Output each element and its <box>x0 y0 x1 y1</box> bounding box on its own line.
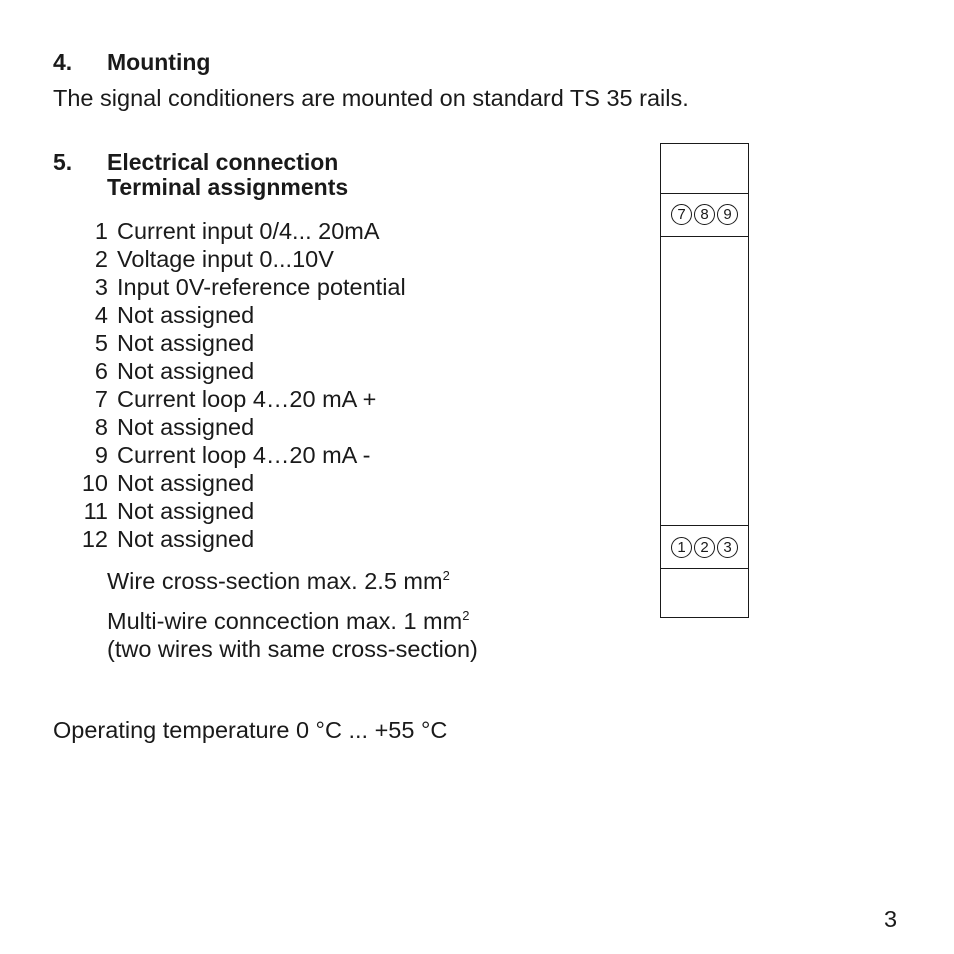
list-item <box>76 525 406 553</box>
terminal-number: 4 <box>94 302 108 328</box>
terminal-label: Not assigned <box>117 302 255 328</box>
mounting-text: The signal conditioners are mounted on standard TS 35 rails. <box>53 85 689 111</box>
terminal-number: 11 <box>83 498 108 524</box>
terminal-block-diagram <box>660 143 749 618</box>
section-5-subtitle: Terminal assignments <box>107 174 349 200</box>
terminal-label: Not assigned <box>117 358 255 384</box>
list-item <box>76 217 406 245</box>
list-item <box>76 329 406 357</box>
section-5-number: 5. <box>53 149 73 175</box>
terminal-number: 5 <box>94 330 108 356</box>
terminal-label: Current loop 4…20 mA + <box>117 386 377 412</box>
list-item <box>76 301 406 329</box>
list-item <box>76 469 406 497</box>
terminal-label: Not assigned <box>117 330 255 356</box>
terminal-circle: 3 <box>717 537 738 558</box>
terminal-number: 1 <box>94 218 108 244</box>
wire-cross-section-text: Wire cross-section max. 2.5 mm <box>107 568 443 594</box>
terminal-label: Not assigned <box>117 414 255 440</box>
list-item <box>76 441 406 469</box>
top-terminals <box>661 204 748 225</box>
section-5-title: Electrical connection <box>107 149 339 175</box>
superscript: 2 <box>462 608 470 623</box>
terminal-label: Current loop 4…20 mA - <box>117 442 371 468</box>
terminal-number: 9 <box>94 442 108 468</box>
multi-wire-connection <box>107 607 469 635</box>
terminal-number: 2 <box>94 246 108 272</box>
terminal-number: 10 <box>81 470 108 496</box>
terminal-circle: 8 <box>694 204 715 225</box>
terminal-label: Not assigned <box>117 470 255 496</box>
divider <box>661 193 748 194</box>
bottom-terminals <box>661 537 748 558</box>
superscript: 2 <box>442 568 450 583</box>
terminal-label: Not assigned <box>117 526 255 552</box>
terminal-number: 3 <box>94 274 108 300</box>
wire-cross-section <box>107 567 450 595</box>
terminal-label: Input 0V-reference potential <box>117 274 406 300</box>
terminal-circle: 1 <box>671 537 692 558</box>
terminal-number: 12 <box>81 526 108 552</box>
divider <box>661 525 748 526</box>
terminal-circle: 7 <box>671 204 692 225</box>
list-item <box>76 497 406 525</box>
list-item <box>76 357 406 385</box>
terminal-number: 8 <box>94 414 108 440</box>
divider <box>661 236 748 237</box>
terminal-list <box>76 217 406 553</box>
list-item <box>76 273 406 301</box>
list-item <box>76 413 406 441</box>
multi-wire-text: Multi-wire conncection max. 1 mm <box>107 608 463 634</box>
section-4-number: 4. <box>53 49 73 75</box>
terminal-label: Voltage input 0...10V <box>117 246 334 272</box>
page-number: 3 <box>884 906 898 932</box>
terminal-number: 7 <box>94 386 108 412</box>
operating-temperature: Operating temperature 0 °C ... +55 °C <box>53 717 448 743</box>
terminal-label: Current input 0/4... 20mA <box>117 218 380 244</box>
section-4-title: Mounting <box>107 49 211 75</box>
list-item <box>76 245 406 273</box>
terminal-circle: 9 <box>717 204 738 225</box>
terminal-label: Not assigned <box>117 498 255 524</box>
terminal-circle: 2 <box>694 537 715 558</box>
list-item <box>76 385 406 413</box>
terminal-number: 6 <box>94 358 108 384</box>
multi-wire-note: (two wires with same cross-section) <box>107 636 478 662</box>
divider <box>661 568 748 569</box>
